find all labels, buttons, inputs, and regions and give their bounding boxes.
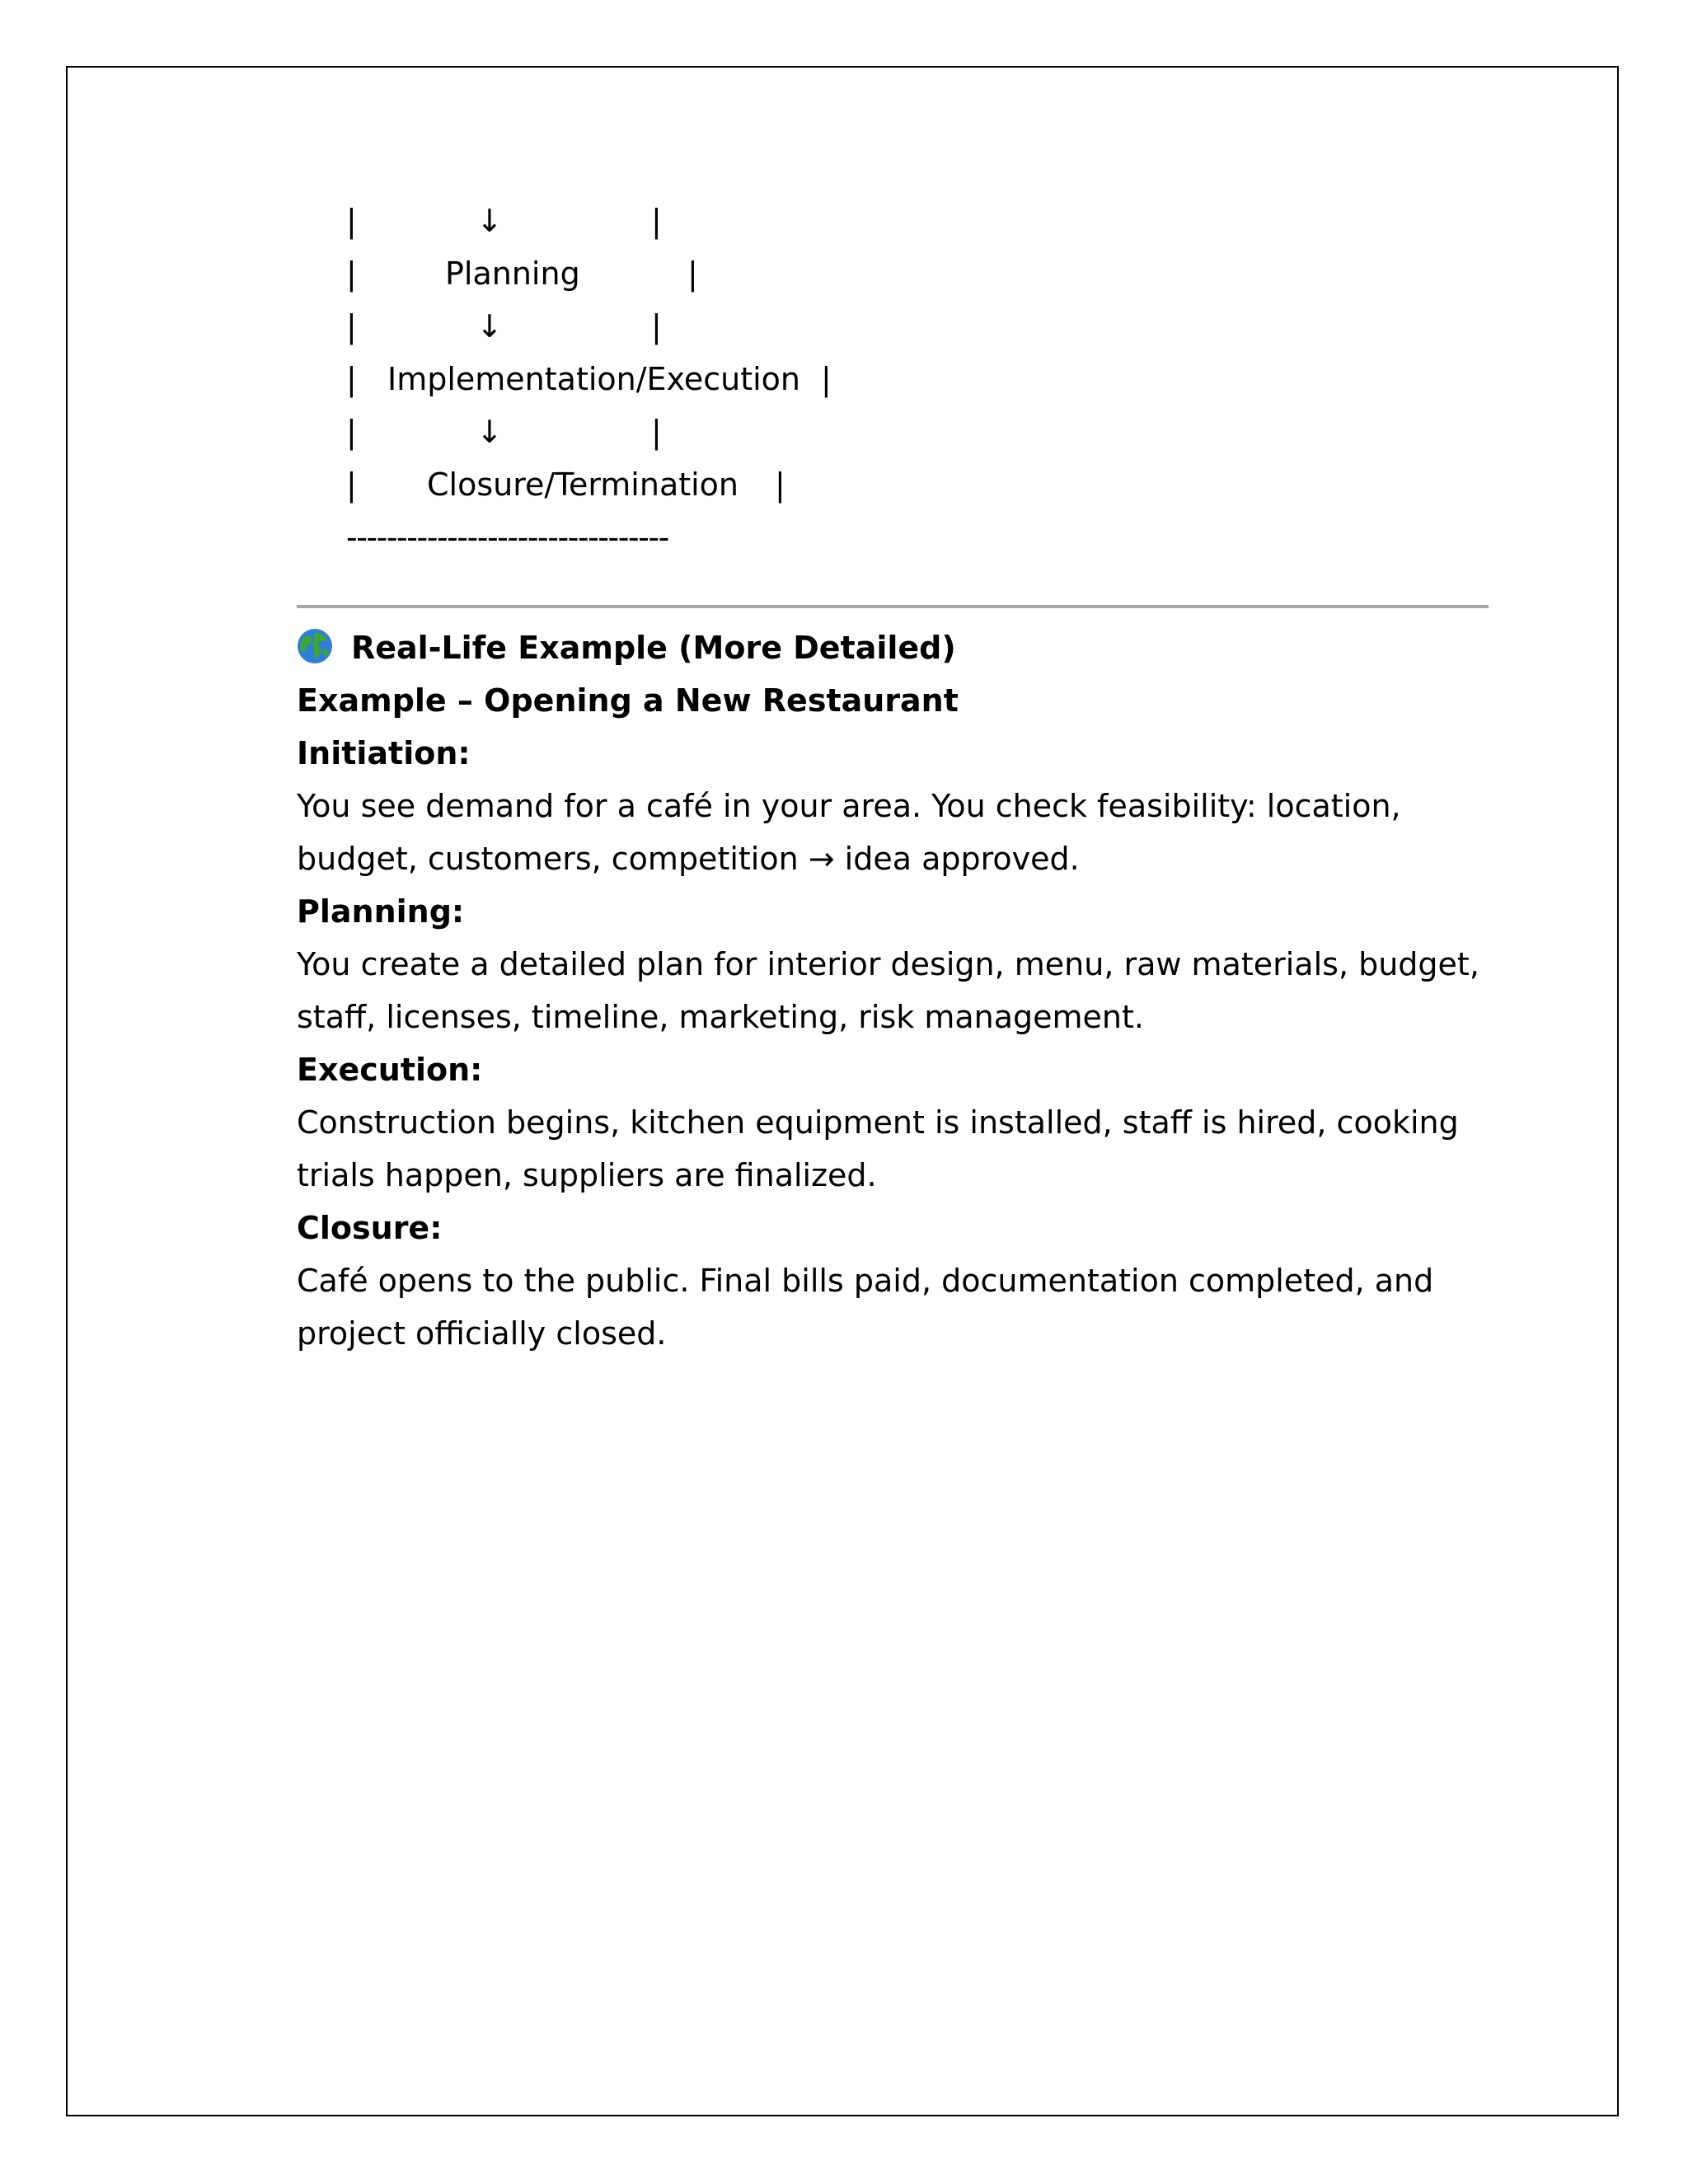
- phase-text-line: You create a detailed plan for interior design, menu, raw materials, budget,: [297, 946, 1479, 982]
- diagram-bar-left: |: [346, 361, 357, 397]
- phase-label-initiation: Initiation:: [297, 735, 471, 771]
- phase-label-planning: Planning:: [297, 893, 465, 930]
- section-heading: [297, 621, 956, 674]
- diagram-bar-left: |: [346, 203, 357, 239]
- section-heading-text: Real-Life Example (More Detailed): [351, 630, 956, 666]
- phase-label-execution: Execution:: [297, 1052, 483, 1088]
- phase-text-line: Café opens to the public. Final bills paid, documentation completed, and: [297, 1263, 1434, 1299]
- diagram-bar-right: |: [651, 308, 662, 344]
- diagram-bar-right: |: [687, 255, 698, 292]
- diagram-bar-right: |: [821, 361, 832, 397]
- diagram-step-planning: Planning: [445, 255, 580, 292]
- diagram-arrow: ↓: [476, 203, 503, 239]
- phase-text-line: Construction begins, kitchen equipment is installed, staff is hired, cooking: [297, 1104, 1459, 1141]
- example-title: Example – Opening a New Restaurant: [297, 682, 959, 719]
- phase-text-line: project officially closed.: [297, 1315, 667, 1352]
- phase-text-line: trials happen, suppliers are finalized.: [297, 1157, 877, 1193]
- diagram-bar-right: |: [651, 203, 662, 239]
- phase-text-line: staff, licenses, timeline, marketing, risk management.: [297, 999, 1144, 1035]
- phase-text-line: budget, customers, competition → idea approved.: [297, 841, 1080, 877]
- phase-label-closure: Closure:: [297, 1210, 443, 1246]
- phase-text-line: You see demand for a café in your area. You check feasibility: location,: [297, 788, 1401, 824]
- diagram-bar-left: |: [346, 255, 357, 292]
- diagram-step-execution: Implementation/Execution: [387, 361, 801, 397]
- diagram-bottom-rule: --------------------------------: [346, 519, 668, 555]
- diagram-bar-right: |: [775, 466, 785, 503]
- diagram-bar-left: |: [346, 308, 357, 344]
- section-divider: [297, 605, 1489, 608]
- diagram-bar-left: |: [346, 414, 357, 450]
- diagram-arrow: ↓: [476, 414, 503, 450]
- diagram-step-closure: Closure/Termination: [427, 466, 739, 503]
- globe-icon: [297, 627, 333, 663]
- diagram-bar-left: |: [346, 466, 357, 503]
- diagram-arrow: ↓: [476, 308, 503, 344]
- diagram-bar-right: |: [651, 414, 662, 450]
